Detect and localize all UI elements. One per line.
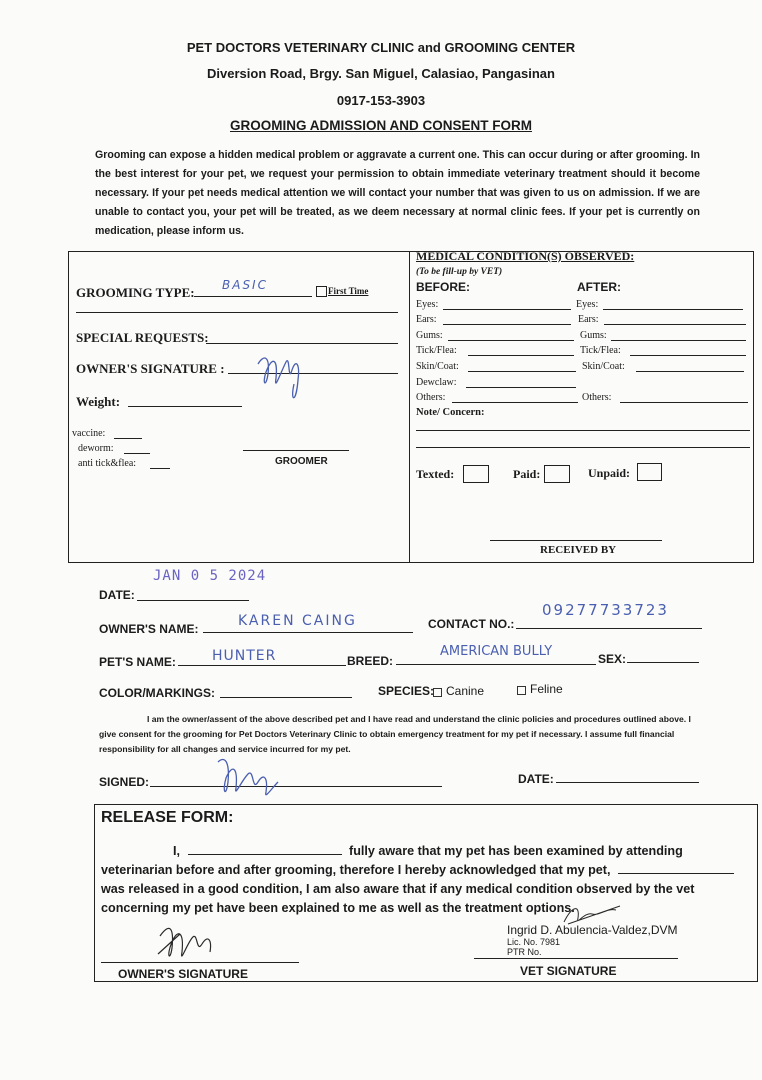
intro-paragraph: Grooming can expose a hidden medical problem or aggravate a current one. This can occur during or after grooming. In the best interest for your pet, we request your permission to obtain immediate veterinary treatment should it become necessary. If your pet needs medical attention we will contact your number that was given to us on admission. If we are unable to contact you, your pet will be treated, as we deem necessary at normal clinic fees. If your pet is currently on medication, please inform us. [95,149,700,237]
unpaid-checkbox[interactable] [637,463,662,481]
consent-date-field[interactable] [556,782,699,783]
vet-name: Ingrid D. Abulencia-Valdez,DVM [507,923,678,937]
received-by-line[interactable] [490,540,662,541]
after-ears-field[interactable] [604,324,746,325]
form-title: GROOMING ADMISSION AND CONSENT FORM [230,118,532,133]
release-text-2: was released in a good condition, I am also aware that if any medical condition observed by the vet concerning my pet have been explained to me as well as the treatment options. [101,882,695,915]
groomer-signature-line[interactable] [243,450,349,451]
received-by-label: RECEIVED BY [540,544,617,556]
release-paragraph [101,842,751,918]
species-label: SPECIES: [378,684,435,698]
before-ears-label: Ears: [416,314,437,325]
feline-checkbox[interactable] [517,686,526,695]
signed-field[interactable] [150,786,442,787]
groomer-label: GROOMER [275,456,328,467]
after-gums-field[interactable] [611,340,746,341]
date-stamp: JAN 0 5 2024 [153,568,267,584]
before-skin-field[interactable] [468,371,576,372]
before-eyes-label: Eyes: [416,299,439,310]
after-tick-field[interactable] [630,355,746,356]
feline-label: Feline [530,682,563,696]
after-eyes-field[interactable] [603,309,743,310]
clinic-name: PET DOCTORS VETERINARY CLINIC and GROOMING CENTER [186,40,576,55]
color-markings-label: COLOR/MARKINGS: [99,686,215,700]
deworm-label: deworm: [78,443,114,454]
release-pet-name-field[interactable] [618,861,734,874]
grooming-type-value[interactable]: BASIC [222,278,268,292]
first-time-checkbox[interactable] [316,286,327,297]
note-line-1[interactable] [416,430,750,431]
anti-tick-label: anti tick&flea: [78,458,137,469]
owner-name-label: OWNER'S NAME: [99,622,199,636]
before-gums-label: Gums: [416,330,443,341]
release-text-1: fully aware that my pet has been examined by attending veterinarian before and after grooming, therefore I hereby acknowledged that my pet, [101,844,683,877]
before-eyes-field[interactable] [443,309,571,310]
date-label: DATE: [99,588,135,602]
special-requests-label: SPECIAL REQUESTS: [76,330,209,345]
texted-checkbox[interactable] [463,465,489,483]
sex-field[interactable] [627,662,699,663]
vet-lic-no: Lic. No. 7981 [507,937,561,947]
clinic-phone: 0917-153-3903 [336,93,426,108]
color-markings-field[interactable] [220,697,352,698]
after-label: AFTER: [577,280,621,294]
before-gums-field[interactable] [448,340,574,341]
vet-signature-line[interactable] [474,958,678,959]
release-owner-name-field[interactable] [188,842,342,855]
first-time-label: First Time [328,286,369,296]
vaccine-label: vaccine: [72,428,106,439]
note-line-2[interactable] [416,447,750,448]
release-title: RELEASE FORM: [101,809,234,826]
before-tick-label: Tick/Flea: [416,345,457,356]
paid-label: Paid: [513,467,541,481]
paid-checkbox[interactable] [544,465,570,483]
canine-label: Canine [446,684,485,698]
after-skin-label: Skin/Coat: [582,361,625,372]
pet-name-label: PET'S NAME: [99,655,176,669]
unpaid-label: Unpaid: [588,466,631,480]
after-tick-label: Tick/Flea: [580,345,621,356]
consent-signature-scribble [212,752,292,804]
breed-value[interactable]: AMERICAN BULLY [440,644,553,659]
before-tick-field[interactable] [468,355,574,356]
owner-signature-scribble [250,344,320,408]
after-ears-label: Ears: [578,314,599,325]
contact-value[interactable]: 09277733723 [542,601,669,619]
vet-signature-label: VET SIGNATURE [520,964,617,978]
medical-title: MEDICAL CONDITION(S) OBSERVED: [416,249,635,263]
after-gums-label: Gums: [580,330,607,341]
before-dewclaw-label: Dewclaw: [416,377,457,388]
clinic-address: Diversion Road, Brgy. San Miguel, Calasiao, Pangasinan [207,66,555,81]
after-others-field[interactable] [620,402,748,403]
before-others-label: Others: [416,392,446,403]
texted-label: Texted: [416,467,455,481]
date-field[interactable] [137,600,249,601]
after-eyes-label: Eyes: [576,299,599,310]
after-others-label: Others: [582,392,612,403]
before-dewclaw-field[interactable] [466,387,576,388]
owner-name-value[interactable]: KAREN CAING [238,613,357,629]
release-owner-signature-scribble [150,918,240,968]
signed-label: SIGNED: [99,775,150,789]
grooming-type-label: GROOMING TYPE: [76,285,195,300]
medical-subtitle: (To be fill-up by VET) [416,267,503,277]
after-skin-field[interactable] [636,371,744,372]
before-skin-label: Skin/Coat: [416,361,459,372]
weight-field[interactable] [128,406,242,407]
owner-signature-label: OWNER'S SIGNATURE : [76,361,225,376]
breed-label: BREED: [347,654,394,668]
release-owner-signature-line[interactable] [101,962,299,963]
sex-label: SEX: [598,652,627,666]
consent-date-label: DATE: [518,772,554,786]
note-label: Note/ Concern: [416,407,485,418]
release-owner-signature-label: OWNER'S SIGNATURE [118,967,248,981]
vet-ptr-no: PTR No. [507,947,542,957]
release-i-label: I, [173,844,180,858]
consent-text: I am the owner/assent of the above described pet and I have read and understand the clinic policies and procedures outlined above. I give consent for the grooming for Pet Doctors Veterinary Clinic to obtain emergency treatment for my pet if necessary. I assume full financial responsibility for all changes and service incurred for my pet. [99,714,691,754]
panel-divider [409,251,410,562]
before-label: BEFORE: [416,280,470,294]
weight-label: Weight: [76,394,121,409]
contact-label: CONTACT NO.: [428,617,515,631]
canine-checkbox[interactable] [433,688,442,697]
before-ears-field[interactable] [443,324,571,325]
before-others-field[interactable] [452,402,578,403]
pet-name-value[interactable]: HUNTER [212,648,277,664]
